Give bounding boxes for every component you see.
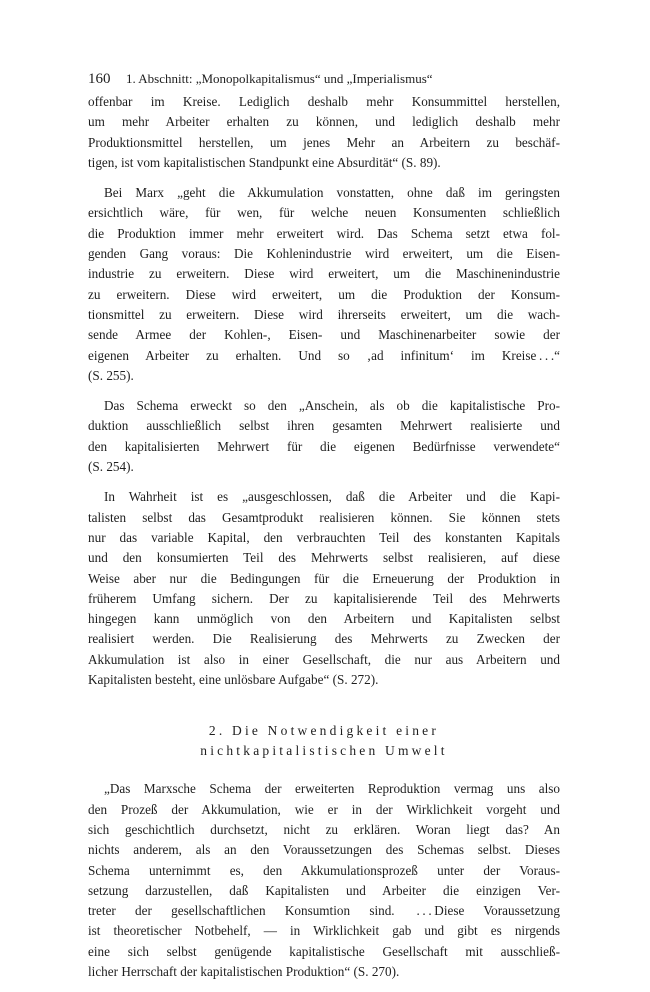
text-line: ist theoretischer Notbehelf, — in Wirklichkeit gab und gibt es nirgends (88, 923, 560, 939)
text-line: realisiert werden. Die Realisierung des Mehrwerts zu Zwecken der (88, 631, 560, 647)
text-line: Das Schema erweckt so den „Anschein, als ob die kapitalistische Pro- (104, 398, 560, 414)
text-line: Schema unternimmt es, den Akkumulationsprozeß unter der Voraus- (88, 862, 560, 878)
text-line: den Prozeß der Akkumulation, wie er in der Wirklichkeit vorgeht und (88, 801, 560, 817)
paragraph-2 (88, 183, 560, 386)
text-line: um mehr Arbeiter erhalten zu können, und lediglich deshalb mehr (88, 114, 560, 130)
text-line: sich geschichtlich durchsetzt, nicht zu erklären. Woran liegt das? An (88, 821, 560, 837)
text-line: „Das Marxsche Schema der erweiterten Reproduktion vermag uns also (104, 781, 560, 797)
text-line: Weise aber nur die Bedingungen für die Erneuerung der Produktion in (88, 570, 560, 586)
text-line: Bei Marx „geht die Akkumulation vonstatten, ohne daß im geringsten (104, 185, 560, 201)
running-title: 1. Abschnitt: „Monopolkapitalismus“ und „Imperialismus“ (126, 71, 433, 86)
text-line: nur das variable Kapital, den verbrauchten Teil des konstanten Kapitals (88, 529, 560, 545)
text-line: hingegen kann unmöglich von den Arbeitern und Kapitalisten selbst (88, 611, 560, 627)
text-line: licher Herrschaft der kapitalistischen Produktion“ (S. 270). (88, 963, 400, 979)
document-page (88, 70, 560, 992)
text-line: genden Gang voraus: Die Kohlenindustrie wird erweitert, um die Eisen- (88, 246, 560, 262)
text-line: Kapitalisten besteht, eine unlösbare Aufgabe“ (S. 272). (88, 672, 379, 688)
text-line: eine sich selbst genügende kapitalistische Gesellschaft mit ausschließ- (88, 943, 560, 959)
text-line: ersichtlich wäre, für wen, für welche neuen Konsumenten schließlich (88, 205, 560, 221)
quote-paragraph (88, 779, 560, 982)
text-line: Akkumulation ist also in einer Gesellschaft, die nur aus Arbeitern und (88, 651, 560, 667)
text-line: talisten selbst das Gesamtprodukt realisieren können. Sie können stets (88, 509, 560, 525)
text-line: industrie zu erweitern. Diese wird erweitert, um die Maschinenindustrie (88, 266, 560, 282)
paragraph-4 (88, 487, 560, 690)
text-line: eigenen Arbeiter zu erhalten. Und so ‚ad infinitum‘ im Kreise . . .“ (88, 347, 560, 363)
text-line: In Wahrheit ist es „ausgeschlossen, daß die Arbeiter und die Kapi- (104, 489, 560, 505)
running-header (88, 70, 560, 92)
section-title-line-2: nichtkapitalistischen Umwelt (200, 743, 448, 759)
text-line: früherem Umfang sichern. Der zu kapitalisierende Teil des Mehrwerts (88, 590, 560, 606)
text-line: offenbar im Kreise. Lediglich deshalb mehr Konsummittel herstellen, (88, 94, 560, 109)
text-line: (S. 254). (88, 459, 134, 475)
section-title-line-1: 2. Die Notwendigkeit einer (208, 723, 440, 739)
text-line: treter der gesellschaftlichen Konsumtion sind. . . . Diese Voraussetzung (88, 903, 560, 919)
text-line: setzung darzustellen, daß Kapitalisten und Arbeiter die einzigen Ver- (88, 882, 560, 898)
text-line: die Produktion immer mehr erweitert wird. Das Schema setzt etwa fol- (88, 225, 560, 241)
text-line: und den konsumierten Teil des Mehrwerts selbst realisieren, auf diese (88, 550, 560, 566)
section-heading (88, 721, 560, 761)
text-line: (S. 255). (88, 367, 134, 383)
text-line: duktion ausschließlich selbst ihren gesamten Mehrwert realisierte und (88, 418, 560, 434)
text-line: tionsmittel zu erweitern. Diese wird ihrerseits erweitert, um die wach- (88, 306, 560, 322)
paragraph-1 (88, 92, 560, 173)
text-line: den kapitalisierten Mehrwert für die eigenen Bedürfnisse verwendete“ (88, 438, 560, 454)
paragraph-3 (88, 396, 560, 477)
text-line: sende Armee der Kohlen-, Eisen- und Maschinenarbeiter sowie der (88, 327, 560, 343)
text-line: Produktionsmittel herstellen, um jenes Mehr an Arbeitern zu beschäf- (88, 134, 560, 150)
text-line: nichts anderem, als an den Voraussetzungen des Schemas selbst. Dieses (88, 842, 560, 858)
text-line: zu erweitern. Diese wird erweitert, um die Produktion der Konsum- (88, 286, 560, 302)
text-line: tigen, ist vom kapitalistischen Standpunkt eine Absurdität“ (S. 89). (88, 154, 441, 170)
page-number: 160 (88, 71, 111, 87)
